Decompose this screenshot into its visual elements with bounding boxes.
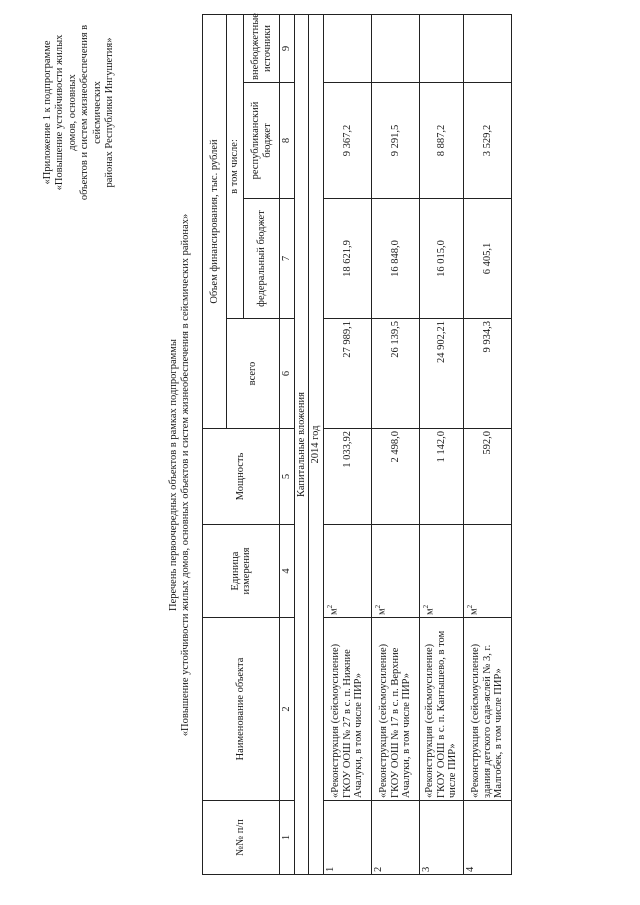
total-cell: 26 139,5 — [371, 319, 419, 429]
unit-cell — [371, 525, 419, 618]
unit-sup: 2 — [373, 604, 382, 609]
row-number: 4 — [463, 801, 511, 875]
header-funding: Объем финансирования, тыс. рублей — [203, 15, 227, 429]
capacity-cell: 592,0 — [463, 429, 511, 525]
unit-text: м — [328, 608, 340, 615]
appendix-line: районах Республики Ингушетия» — [104, 37, 116, 188]
row-number: 3 — [419, 801, 463, 875]
header-extra: внебюджетные источники — [244, 15, 280, 83]
header-name: Наименование объекта — [203, 618, 280, 801]
capacity-cell: 2 498,0 — [371, 429, 419, 525]
total-cell: 27 989,1 — [323, 319, 371, 429]
federal-cell: 6 405,1 — [463, 199, 511, 319]
table-row — [419, 15, 463, 875]
total-cell: 24 902,21 — [419, 319, 463, 429]
extra-cell — [323, 15, 371, 83]
total-cell: 9 934,3 — [463, 319, 511, 429]
unit-cell — [323, 525, 371, 618]
header-capacity: Мощность — [203, 429, 280, 525]
col-number: 5 — [280, 429, 295, 525]
republic-cell: 8 887,2 — [419, 83, 463, 199]
col-number: 8 — [280, 83, 295, 199]
object-name: «Реконструкция (сейсмоусиление) ГКОУ ООШ в с. п. Кантышево, в том числе ПИР» — [419, 618, 463, 801]
unit-text: м — [468, 608, 480, 615]
year-label: 2014 год — [309, 15, 323, 875]
row-number: 2 — [371, 801, 419, 875]
republic-cell: 3 529,2 — [463, 83, 511, 199]
unit-cell — [463, 525, 511, 618]
extra-cell — [463, 15, 511, 83]
col-number: 7 — [280, 199, 295, 319]
header-num: №№ п/п — [203, 801, 280, 875]
republic-cell: 9 291,5 — [371, 83, 419, 199]
col-number: 1 — [280, 801, 295, 875]
unit-cell — [419, 525, 463, 618]
appendix-line: «Повышение устойчивости жилых домов, основных — [54, 34, 78, 191]
title-line-1: Перечень первоочередных объектов в рамках подпрограммы — [168, 339, 179, 611]
unit-text: м — [376, 608, 388, 615]
header-including: в том числе: — [227, 15, 244, 319]
capacity-cell: 1 142,0 — [419, 429, 463, 525]
row-number: 1 — [323, 801, 371, 875]
col-number: 9 — [280, 15, 295, 83]
unit-text: м — [424, 608, 436, 615]
unit-sup: 2 — [465, 604, 474, 609]
section-label: Капитальные вложения — [295, 15, 309, 875]
unit-sup: 2 — [325, 604, 334, 609]
col-number: 6 — [280, 319, 295, 429]
header-total: всего — [227, 319, 280, 429]
table-row — [371, 15, 419, 875]
appendix-line: объектов и систем жизнеобеспечения в сейсмических — [79, 24, 103, 201]
appendix-line: «Приложение 1 к подпрограмме — [42, 40, 53, 185]
header-republic: республиканский бюджет — [244, 83, 280, 199]
unit-sup: 2 — [421, 604, 430, 609]
object-name: «Реконструкция (сейсмоусиление) ГКОУ ООШ № 17 в с. п. Верхние Ачалуки, в том числе ПИР» — [371, 618, 419, 801]
col-number: 2 — [280, 618, 295, 801]
document-title — [168, 165, 193, 785]
title-line-2: «Повышение устойчивости жилых домов, основных объектов и систем жизнеобеспечения в сейсмических районах» — [180, 213, 192, 737]
extra-cell — [419, 15, 463, 83]
federal-cell: 16 848,0 — [371, 199, 419, 319]
extra-cell — [371, 15, 419, 83]
col-number: 4 — [280, 525, 295, 618]
table-row — [323, 15, 371, 875]
object-name: «Реконструкция (сейсмоусиление) здания детского сада-яслей № 3, г. Малгобек, в том числе ПИР» — [463, 618, 511, 801]
federal-cell: 16 015,0 — [419, 199, 463, 319]
capacity-cell: 1 033,92 — [323, 429, 371, 525]
table-row — [463, 15, 511, 875]
republic-cell: 9 367,2 — [323, 83, 371, 199]
object-name: «Реконструкция (сейсмоусиление) ГКОУ ООШ № 27 в с. п. Нижние Ачалуки, в том числе ПИР» — [323, 618, 371, 801]
appendix-note — [42, 20, 116, 205]
federal-cell: 18 621,9 — [323, 199, 371, 319]
header-unit: Единица измерения — [203, 525, 280, 618]
header-federal: федеральный бюджет — [244, 199, 280, 319]
objects-table — [202, 14, 512, 875]
